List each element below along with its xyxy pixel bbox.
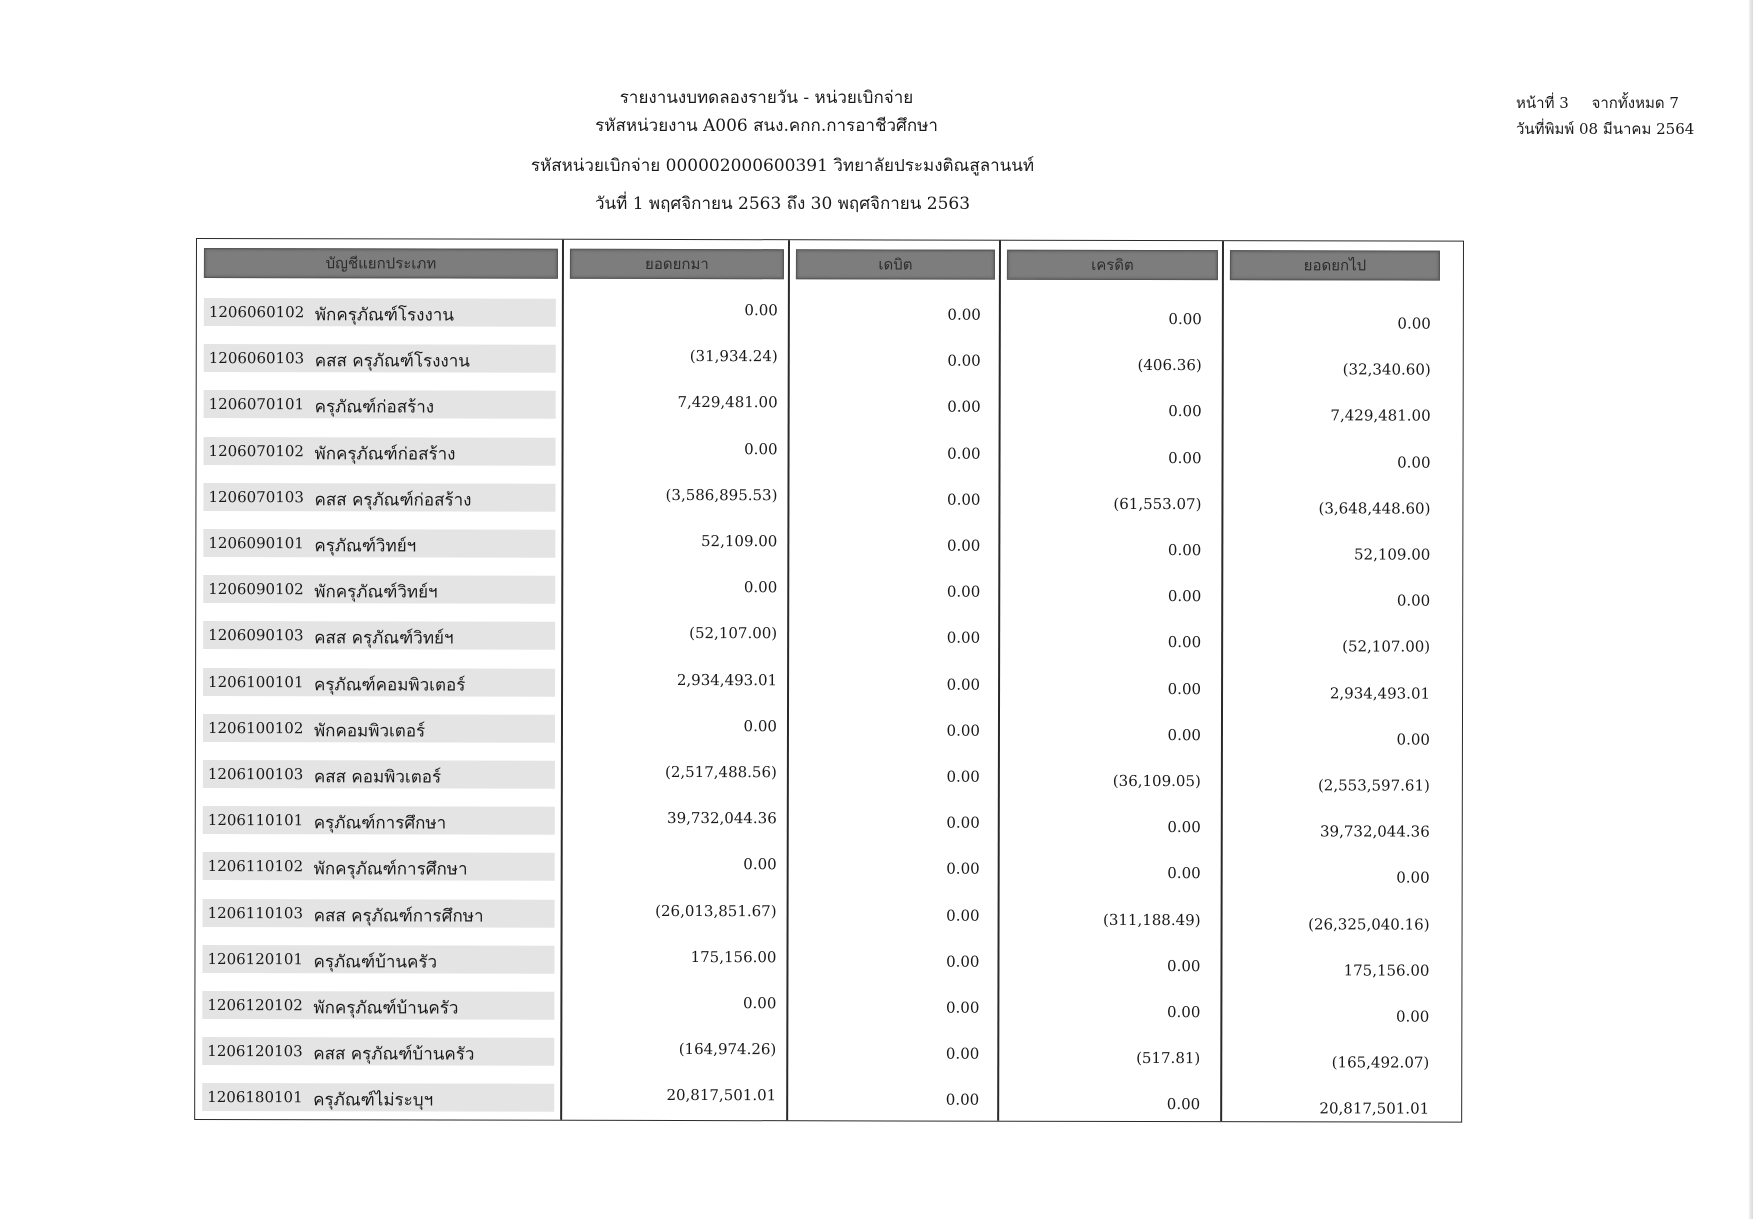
scan-edge xyxy=(1749,0,1753,1219)
col-header-debit: เดบิต xyxy=(796,249,995,279)
account-code: 1206100102 xyxy=(207,718,304,738)
account-name: คสส ครุภัณฑ์วิทย์ฯ xyxy=(314,628,454,649)
table-row xyxy=(196,893,1462,942)
table-row xyxy=(195,1077,1461,1126)
brought-forward-value: 2,934,493.01 xyxy=(676,670,778,689)
account-name: ครุภัณฑ์วิทย์ฯ xyxy=(314,536,417,557)
credit-value: 0.00 xyxy=(1167,679,1202,698)
brought-forward-value: 0.00 xyxy=(744,301,778,320)
carried-forward-value: (52,107.00) xyxy=(1342,637,1431,656)
brought-forward-value: 20,817,501.01 xyxy=(666,1086,777,1105)
credit-value: (406.36) xyxy=(1137,356,1202,375)
carried-forward-value: (3,648,448.60) xyxy=(1318,499,1431,518)
account-name: ครุภัณฑ์การศึกษา xyxy=(313,813,447,834)
table-row xyxy=(197,431,1463,480)
brought-forward-value: (31,934.24) xyxy=(689,347,778,366)
table-row xyxy=(197,292,1463,341)
debit-value: 0.00 xyxy=(946,628,981,648)
account-code: 1206180101 xyxy=(207,1088,303,1107)
credit-value: (517.81) xyxy=(1136,1049,1201,1068)
carried-forward-value: 0.00 xyxy=(1396,591,1431,610)
credit-value: 0.00 xyxy=(1167,587,1202,606)
account-name: คสส ครุภัณฑ์ก่อสร้าง xyxy=(314,490,472,511)
debit-value: 0.00 xyxy=(945,1090,980,1110)
col-header-carried-forward: ยอดยกไป xyxy=(1230,250,1440,280)
brought-forward-value: 7,429,481.00 xyxy=(677,393,778,412)
debit-value: 0.00 xyxy=(947,444,981,463)
print-date: 08 มีนาคม 2564 xyxy=(1579,120,1695,138)
carried-forward-value: 39,732,044.36 xyxy=(1319,822,1430,841)
credit-value: 0.00 xyxy=(1168,448,1202,467)
brought-forward-value: 0.00 xyxy=(743,855,777,874)
table-row xyxy=(195,939,1461,988)
debit-value: 0.00 xyxy=(947,351,981,370)
credit-value: 0.00 xyxy=(1168,402,1202,421)
table-row xyxy=(195,985,1461,1034)
account-code: 1206110101 xyxy=(207,811,304,830)
table-row xyxy=(196,569,1462,618)
carried-forward-value: 52,109.00 xyxy=(1353,545,1431,564)
account-code: 1206110102 xyxy=(207,857,304,876)
account-name: พักครุภัณฑ์บ้านครัว xyxy=(313,998,459,1019)
account-code: 1206110103 xyxy=(207,903,304,922)
carried-forward-value: (26,325,040.16) xyxy=(1308,914,1430,934)
report-title: รายงานงบทดลองรายวัน - หน่วยเบิกจ่าย xyxy=(619,88,914,108)
debit-value: 0.00 xyxy=(946,859,980,879)
credit-value: (36,109.05) xyxy=(1112,771,1201,791)
account-code: 1206120103 xyxy=(207,1042,303,1061)
table-row xyxy=(197,338,1463,387)
page-number: 3 xyxy=(1559,94,1569,112)
carried-forward-value: (165,492.07) xyxy=(1331,1053,1430,1072)
carried-forward-value: 20,817,501.01 xyxy=(1319,1099,1430,1118)
account-code: 1206100103 xyxy=(207,765,304,784)
credit-value: 0.00 xyxy=(1167,818,1201,837)
credit-value: 0.00 xyxy=(1167,633,1202,652)
account-name: พักครุภัณฑ์โรงงาน xyxy=(314,305,454,326)
account-code: 1206090103 xyxy=(208,626,304,645)
debit-value: 0.00 xyxy=(947,305,981,324)
debit-value: 0.00 xyxy=(947,397,981,417)
table-row xyxy=(196,754,1462,803)
account-name: ครุภัณฑ์ไม่ระบุฯ xyxy=(313,1090,434,1111)
account-code: 1206070101 xyxy=(208,395,305,414)
debit-value: 0.00 xyxy=(946,675,981,694)
brought-forward-value: 0.00 xyxy=(743,716,777,736)
brought-forward-value: (164,974.26) xyxy=(678,1040,777,1059)
table-row xyxy=(196,615,1462,664)
col-header-account: บัญชีแยกประเภท xyxy=(204,248,558,279)
brought-forward-value: (26,013,851.67) xyxy=(655,901,777,920)
debit-value: 0.00 xyxy=(946,813,980,832)
debit-value: 0.00 xyxy=(946,582,981,601)
table-row xyxy=(196,846,1462,895)
brought-forward-value: (2,517,488.56) xyxy=(664,762,777,782)
account-code: 1206070103 xyxy=(208,487,304,507)
brought-forward-value: 0.00 xyxy=(744,439,778,458)
credit-value: 0.00 xyxy=(1167,956,1201,975)
account-name: ครุภัณฑ์บ้านครัว xyxy=(313,952,438,973)
table-row xyxy=(196,477,1462,526)
brought-forward-value: 175,156.00 xyxy=(690,947,777,967)
credit-value: 0.00 xyxy=(1168,310,1202,329)
credit-value: (61,553.07) xyxy=(1113,494,1202,513)
account-name: พักคอมพิวเตอร์ xyxy=(313,721,426,742)
account-code: 1206060102 xyxy=(208,303,305,322)
account-name: ครุภัณฑ์คอมพิวเตอร์ xyxy=(314,674,466,696)
page-number-info xyxy=(1516,91,1679,115)
credit-value: 0.00 xyxy=(1166,1003,1201,1022)
carried-forward-value: 7,429,481.00 xyxy=(1330,406,1431,425)
debit-value: 0.00 xyxy=(946,952,980,971)
account-code: 1206100101 xyxy=(208,672,304,691)
brought-forward-value: 0.00 xyxy=(743,578,778,597)
table-row xyxy=(196,662,1462,711)
carried-forward-value: (32,340.60) xyxy=(1342,360,1431,379)
account-code: 1206070102 xyxy=(208,441,305,460)
debit-value: 0.00 xyxy=(946,536,981,555)
table-row xyxy=(197,384,1463,433)
trial-balance-table xyxy=(194,238,1464,1123)
table-row xyxy=(195,1031,1461,1080)
col-header-credit: เครดิต xyxy=(1007,250,1218,280)
credit-value: 0.00 xyxy=(1167,541,1202,560)
account-name: คสส ครุภัณฑ์บ้านครัว xyxy=(313,1044,475,1065)
total-label: จากทั้งหมด xyxy=(1591,94,1665,112)
debit-value: 0.00 xyxy=(945,998,980,1017)
debit-value: 0.00 xyxy=(947,490,981,509)
account-name: คสส ครุภัณฑ์โรงงาน xyxy=(314,351,470,372)
account-code: 1206090101 xyxy=(208,534,304,553)
credit-value: (311,188.49) xyxy=(1102,910,1201,929)
account-code: 1206120102 xyxy=(207,996,303,1015)
carried-forward-value: 175,156.00 xyxy=(1343,961,1430,980)
page-label: หน้าที่ xyxy=(1516,94,1555,112)
credit-value: 0.00 xyxy=(1166,1095,1201,1114)
brought-forward-value: 39,732,044.36 xyxy=(667,809,777,828)
debit-value: 0.00 xyxy=(945,1044,980,1063)
brought-forward-value: 0.00 xyxy=(742,994,777,1013)
debit-value: 0.00 xyxy=(946,767,980,786)
col-header-brought-forward: ยอดยกมา xyxy=(570,249,784,279)
account-name: พักครุภัณฑ์การศึกษา xyxy=(313,859,468,880)
print-date-info xyxy=(1516,117,1694,141)
account-name: ครุภัณฑ์ก่อสร้าง xyxy=(314,397,435,418)
table-row xyxy=(196,800,1462,849)
debit-value: 0.00 xyxy=(946,721,980,740)
carried-forward-value: 0.00 xyxy=(1396,868,1430,887)
total-pages: 7 xyxy=(1669,94,1679,112)
carried-forward-value: 0.00 xyxy=(1397,314,1431,333)
brought-forward-value: 52,109.00 xyxy=(701,532,778,551)
period-line: วันที่ 1 พฤศจิกายน 2563 ถึง 30 พฤศจิกายน 2563 xyxy=(594,194,971,214)
account-name: คสส คอมพิวเตอร์ xyxy=(313,767,442,788)
agency-line: รหัสหน่วยงาน A006 สนง.คกก.การอาชีวศึกษา xyxy=(595,116,938,136)
credit-value: 0.00 xyxy=(1167,864,1201,883)
account-code: 1206060103 xyxy=(208,349,305,368)
account-code: 1206120101 xyxy=(207,949,303,969)
carried-forward-value: 0.00 xyxy=(1397,453,1431,472)
account-name: คสส ครุภัณฑ์การศึกษา xyxy=(313,905,484,927)
print-date-label: วันที่พิมพ์ xyxy=(1516,120,1575,138)
carried-forward-value: 2,934,493.01 xyxy=(1329,683,1431,703)
carried-forward-value: 0.00 xyxy=(1395,1007,1430,1026)
brought-forward-value: (52,107.00) xyxy=(689,624,778,643)
carried-forward-value: 0.00 xyxy=(1396,730,1430,749)
account-name: พักครุภัณฑ์ก่อสร้าง xyxy=(314,443,456,465)
account-code: 1206090102 xyxy=(208,580,304,599)
credit-value: 0.00 xyxy=(1167,725,1201,744)
debit-value: 0.00 xyxy=(946,906,980,925)
brought-forward-value: (3,586,895.53) xyxy=(665,485,778,505)
carried-forward-value: (2,553,597.61) xyxy=(1317,776,1430,795)
table-row xyxy=(196,523,1462,572)
disburse-unit-line: รหัสหน่วยเบิกจ่าย 000002000600391 วิทยาลัยประมงติณสูลานนท์ xyxy=(530,156,1035,176)
table-row xyxy=(196,708,1462,757)
account-name: พักครุภัณฑ์วิทย์ฯ xyxy=(314,582,438,603)
